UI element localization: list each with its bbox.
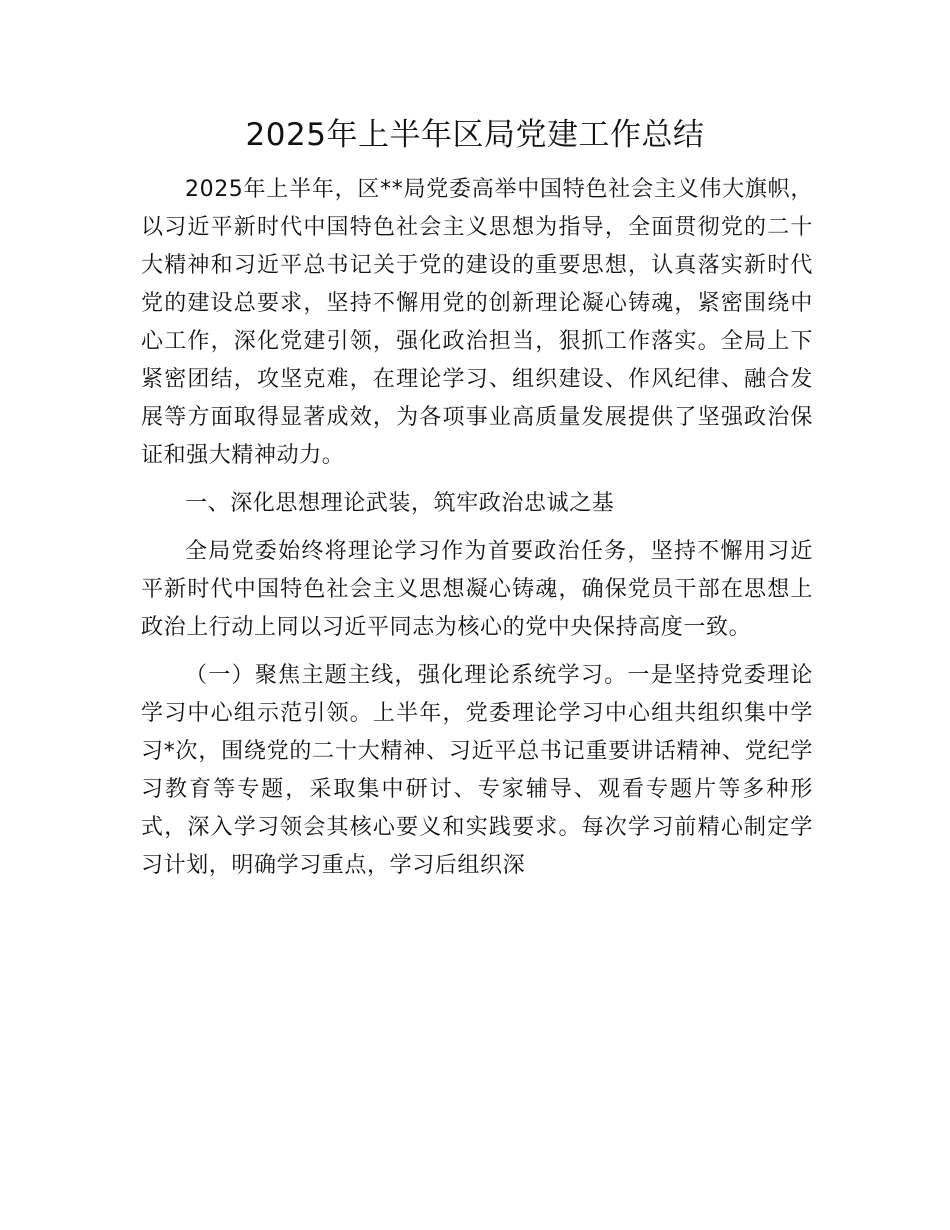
document-body	[141, 171, 813, 895]
subsection-paragraph: （一）聚焦主题主线，强化理论系统学习。一是坚持党委理论学习中心组示范引领。上半年，党委理论学习中心组共组织集中学习*次，围绕党的二十大精神、习近平总书记重要讲话精神、党纪学习教育等专题，采取集中研讨、专家辅导、观看专题片等多种形式，深入学习领会其核心要义和实践要求。每次学习前精心制定学习计划，明确学习重点，学习后组织深	[141, 663, 813, 878]
document-title: 2025年上半年区局党建工作总结	[245, 117, 705, 153]
intro-paragraph: 2025年上半年，区**局党委高举中国特色社会主义伟大旗帜，以习近平新时代中国特色社会主义思想为指导，全面贯彻党的二十大精神和习近平总书记关于党的建设的重要思想，认真落实新时代党的建设总要求，坚持不懈用党的创新理论凝心铸魂，紧密围绕中心工作，深化党建引领，强化政治担当，狠抓工作落实。全局上下紧密团结，攻坚克难，在理论学习、组织建设、作风纪律、融合发展等方面取得显著成效，为各项事业高质量发展提供了坚强政治保证和强大精神动力。	[141, 177, 813, 468]
section-paragraph: 全局党委始终将理论学习作为首要政治任务，坚持不懈用习近平新时代中国特色社会主义思想凝心铸魂，确保党员干部在思想上政治上行动上同以习近平同志为核心的党中央保持高度一致。	[141, 539, 813, 640]
section-heading: 一、深化思想理论武装，筑牢政治忠诚之基	[185, 491, 615, 516]
